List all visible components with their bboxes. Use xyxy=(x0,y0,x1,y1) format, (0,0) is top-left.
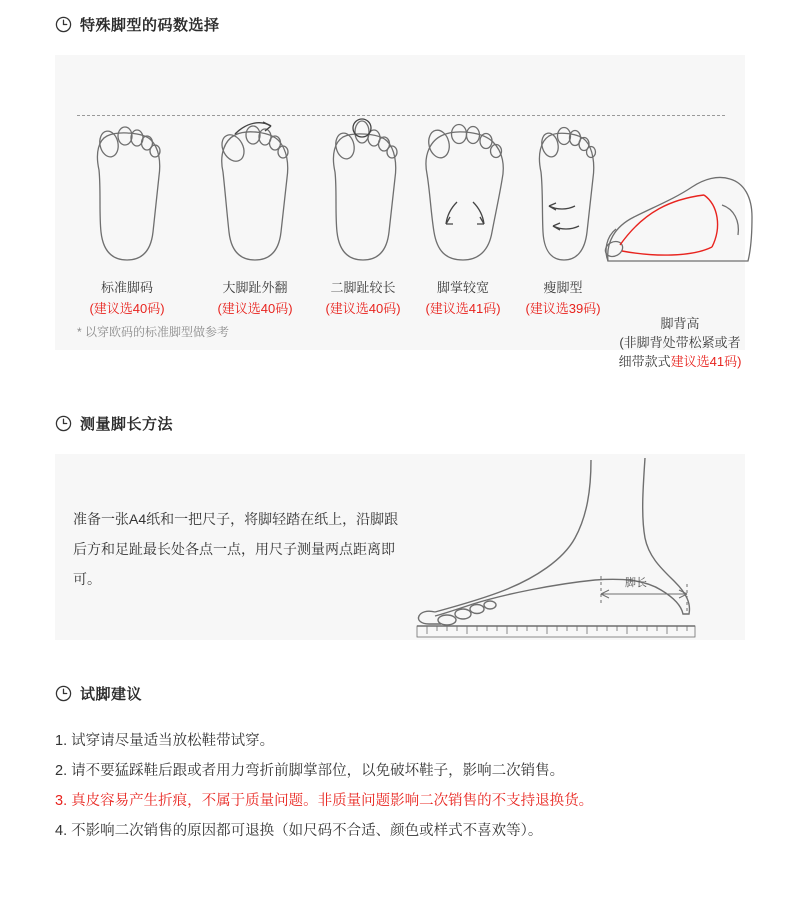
foot-type-note: * 以穿欧码的标准脚型做参考 xyxy=(77,325,230,339)
standard-foot-icon xyxy=(77,110,177,270)
foot-length-label: 脚长 xyxy=(625,577,647,589)
foot-type-label-1: 大脚趾外翻 xyxy=(222,280,288,295)
measure-heading xyxy=(55,413,745,434)
advice-item-3: 4. 不影响二次销售的原因都可退换（如尺码不合适、颜色或样式不喜欢等）。 xyxy=(55,823,543,839)
instep-label: 脚背高 xyxy=(660,316,700,331)
measure-section xyxy=(55,413,745,640)
advice-item-2: 3. 真皮容易产生折痕，不属于质量问题。非质量问题影响二次销售的不支持退换货。 xyxy=(55,793,594,809)
clock-icon xyxy=(55,16,72,33)
foot-type-item-2 xyxy=(313,110,413,318)
advice-item-0: 1. 试穿请尽量适当放松鞋带试穿。 xyxy=(55,733,275,749)
foot-type-item-0 xyxy=(77,110,177,318)
foot-type-recommend-4: (建议选39码) xyxy=(525,301,601,316)
narrow-foot-icon xyxy=(513,110,613,270)
foot-type-recommend-2: (建议选40码) xyxy=(325,301,401,316)
wide-foot-icon xyxy=(413,110,513,270)
instep-note-prefix: 细带款式 xyxy=(618,354,671,369)
advice-item-1: 2. 请不要猛踩鞋后跟或者用力弯折前脚掌部位，以免破坏鞋子，影响二次销售。 xyxy=(55,763,565,779)
foot-type-item-4 xyxy=(513,110,613,318)
measure-instructions: 准备一张A4纸和一把尺子，将脚轻踏在纸上，沿脚跟后方和足趾最长处各点一点，用尺子测量两点距离即可。 xyxy=(73,511,399,587)
bunion-foot-icon xyxy=(205,110,305,270)
foot-type-label-2: 二脚趾较长 xyxy=(330,280,396,295)
foot-type-panel xyxy=(55,55,745,369)
foot-type-section xyxy=(55,14,745,369)
foot-type-label-4: 瘦脚型 xyxy=(543,280,583,295)
clock-icon xyxy=(55,685,72,702)
foot-type-recommend-3: (建议选41码) xyxy=(425,301,501,316)
advice-title: 试脚建议 xyxy=(80,686,143,703)
foot-type-recommend-1: (建议选40码) xyxy=(217,301,293,316)
long-second-toe-foot-icon xyxy=(313,110,413,270)
instep-recommend: 建议选41码) xyxy=(670,354,742,369)
measure-panel xyxy=(55,454,745,640)
advice-heading xyxy=(55,683,755,704)
clock-icon xyxy=(55,415,72,432)
high-instep-foot-icon xyxy=(600,165,770,280)
measure-illustration xyxy=(395,454,735,645)
foot-type-label-0: 标准脚码 xyxy=(100,280,153,295)
advice-section xyxy=(55,683,755,846)
foot-type-recommend-0: (建议选40码) xyxy=(89,301,165,316)
side-foot-ruler-icon xyxy=(395,454,735,640)
foot-type-title: 特殊脚型的码数选择 xyxy=(80,17,220,34)
advice-list xyxy=(55,726,755,846)
measure-title: 测量脚长方法 xyxy=(80,416,174,433)
foot-type-item-3 xyxy=(413,110,513,318)
instep-note-line-1: (非脚背处带松紧或者 xyxy=(619,335,741,350)
instep-note-line-2 xyxy=(565,352,790,371)
foot-type-label-3: 脚掌较宽 xyxy=(436,280,489,295)
foot-type-heading xyxy=(55,14,745,35)
foot-type-item-1 xyxy=(205,110,305,318)
foot-illustrations-row xyxy=(55,55,745,369)
